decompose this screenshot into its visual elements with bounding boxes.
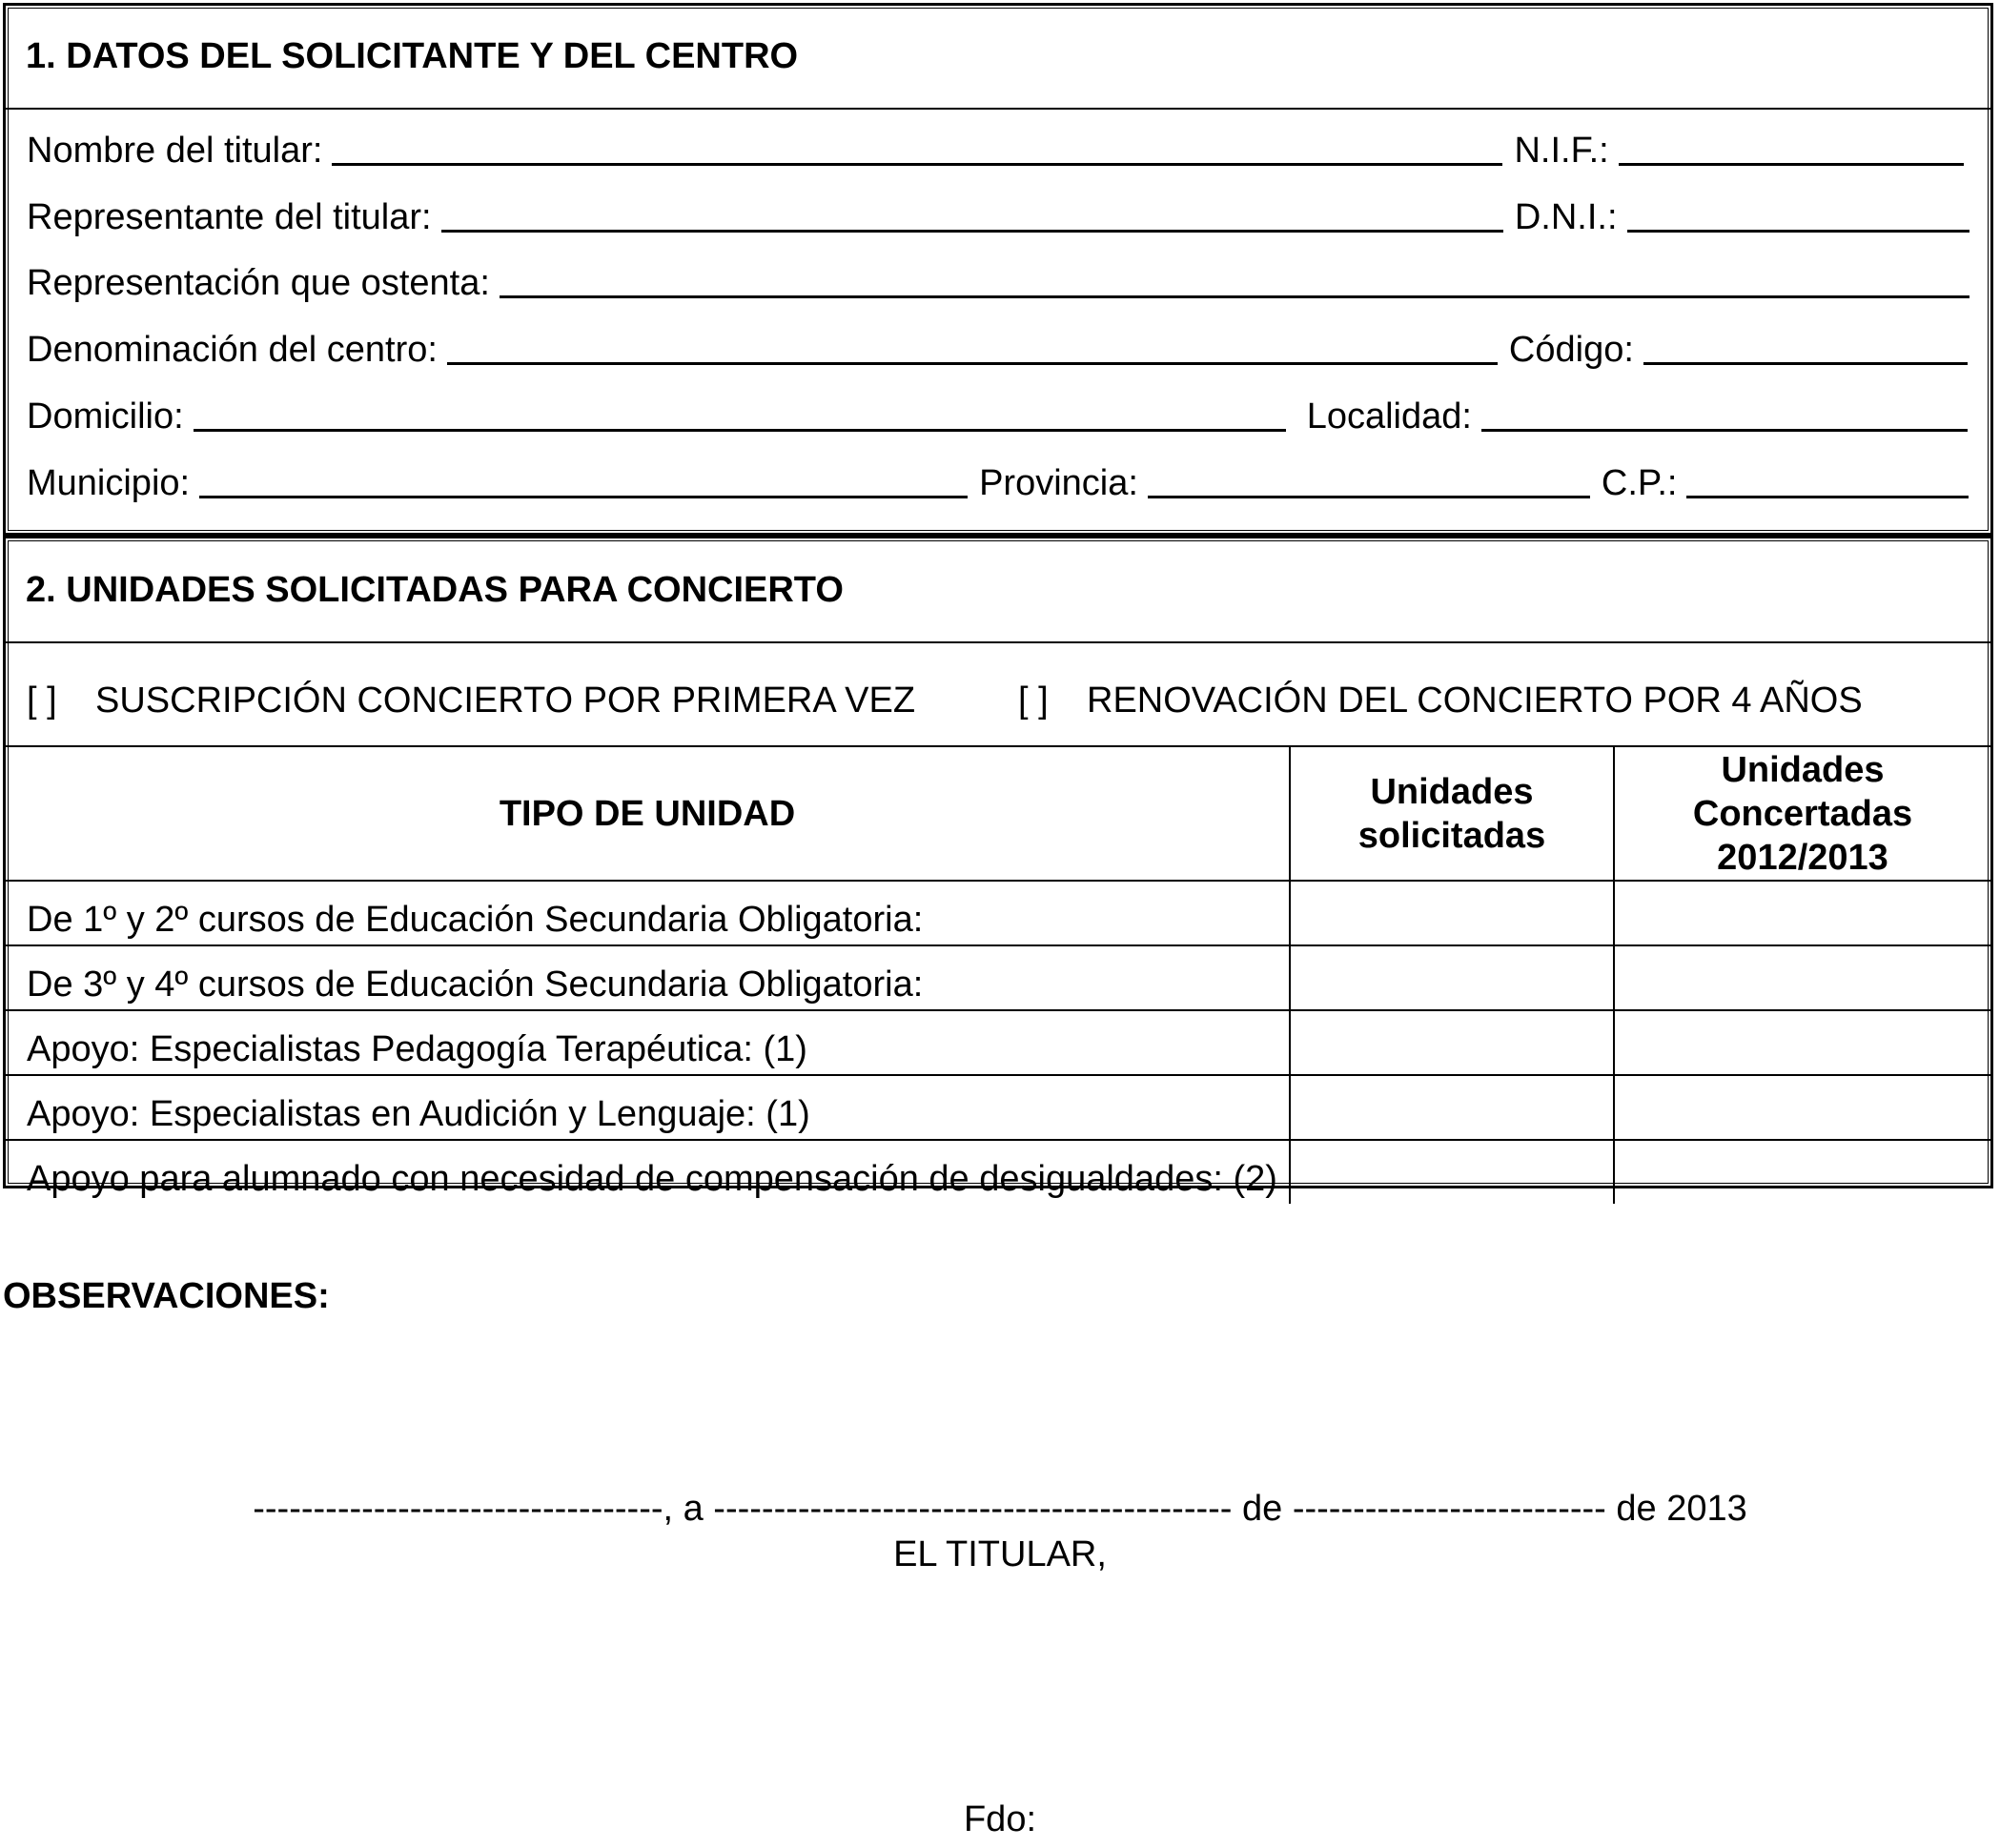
table-row xyxy=(6,945,1990,1010)
cell-solicitadas[interactable] xyxy=(1290,1140,1614,1204)
row-tipo: Apoyo: Especialistas en Audición y Lenguaje: (1) xyxy=(6,1075,1290,1140)
table-row xyxy=(6,1075,1990,1140)
header-unidades-solicitadas xyxy=(1290,746,1614,881)
header-tipo-unidad xyxy=(6,746,1290,881)
label-cp: C.P.: xyxy=(1601,463,1678,503)
section-applicant-data xyxy=(3,3,1993,536)
cell-concertadas[interactable] xyxy=(1614,1140,1990,1204)
row-tipo: Apoyo para alumnado con necesidad de compensación de desigualdades: (2) xyxy=(6,1140,1290,1204)
units-table xyxy=(6,745,1990,1204)
table-row xyxy=(6,1140,1990,1204)
row-representante-dni xyxy=(27,179,1969,238)
label-municipio: Municipio: xyxy=(27,463,191,503)
label-denominacion: Denominación del centro: xyxy=(27,330,438,370)
label-representante: Representante del titular: xyxy=(27,197,432,237)
field-dni[interactable] xyxy=(1627,192,1969,233)
checkbox-first-time[interactable]: [ ] xyxy=(27,680,57,721)
header-concertadas-line1: Unidades xyxy=(1721,749,1885,790)
section-2-title: 2. UNIDADES SOLICITADAS PARA CONCIERTO xyxy=(6,538,1990,643)
row-denominacion-codigo xyxy=(27,312,1969,371)
option-renewal-label: RENOVACIÓN DEL CONCIERTO POR 4 AÑOS xyxy=(1087,680,1863,721)
header-unidades-concertadas xyxy=(1614,746,1990,881)
fdo-label: Fdo: xyxy=(963,1799,1037,1839)
titular-label: EL TITULAR, xyxy=(893,1534,1107,1574)
field-localidad[interactable] xyxy=(1481,391,1968,432)
row-domicilio-localidad xyxy=(27,378,1969,437)
header-solicitadas-line1: Unidades xyxy=(1370,771,1534,812)
row-municipio-provincia-cp xyxy=(27,445,1969,504)
field-codigo[interactable] xyxy=(1643,324,1968,365)
label-provincia: Provincia: xyxy=(979,463,1138,503)
observaciones-label: OBSERVACIONES: xyxy=(3,1276,330,1316)
row-tipo: De 1º y 2º cursos de Educación Secundaria Obligatoria: xyxy=(6,881,1290,945)
section-units-requested xyxy=(3,536,1993,1199)
option-first-time[interactable] xyxy=(27,680,1018,721)
row-representacion xyxy=(27,245,1969,304)
label-localidad: Localidad: xyxy=(1306,396,1472,437)
cell-solicitadas[interactable] xyxy=(1290,881,1614,945)
cell-concertadas[interactable] xyxy=(1614,881,1990,945)
label-nif: N.I.F.: xyxy=(1514,131,1609,171)
concert-type-options xyxy=(27,677,1969,724)
header-solicitadas-line2: solicitadas xyxy=(1357,815,1546,856)
label-domicilio: Domicilio: xyxy=(27,396,184,437)
field-representante[interactable] xyxy=(441,192,1503,233)
label-nombre-titular: Nombre del titular: xyxy=(27,131,323,171)
cell-concertadas[interactable] xyxy=(1614,1075,1990,1140)
section-1-title: 1. DATOS DEL SOLICITANTE Y DEL CENTRO xyxy=(6,6,1990,110)
field-municipio[interactable] xyxy=(199,457,968,498)
field-denominacion[interactable] xyxy=(447,324,1498,365)
cell-concertadas[interactable] xyxy=(1614,1010,1990,1075)
checkbox-renewal[interactable]: [ ] xyxy=(1018,680,1049,721)
table-row xyxy=(6,881,1990,945)
label-representacion: Representación que ostenta: xyxy=(27,263,490,303)
cell-solicitadas[interactable] xyxy=(1290,1075,1614,1140)
units-table-header xyxy=(6,746,1990,881)
cell-solicitadas[interactable] xyxy=(1290,1010,1614,1075)
field-provincia[interactable] xyxy=(1148,457,1590,498)
row-tipo: Apoyo: Especialistas Pedagogía Terapéutica: (1) xyxy=(6,1010,1290,1075)
cell-concertadas[interactable] xyxy=(1614,945,1990,1010)
field-cp[interactable] xyxy=(1686,457,1969,498)
header-concertadas-line3: 2012/2013 xyxy=(1717,837,1888,878)
row-tipo: De 3º y 4º cursos de Educación Secundaria Obligatoria: xyxy=(6,945,1290,1010)
label-dni: D.N.I.: xyxy=(1514,197,1618,237)
option-renewal[interactable] xyxy=(1018,680,1863,721)
field-nif[interactable] xyxy=(1619,125,1964,166)
option-first-time-label: SUSCRIPCIÓN CONCIERTO POR PRIMERA VEZ xyxy=(95,680,916,721)
row-nombre-nif xyxy=(27,112,1969,172)
field-domicilio[interactable] xyxy=(194,391,1286,432)
field-representacion[interactable] xyxy=(500,257,1969,298)
header-concertadas-line2: Concertadas xyxy=(1692,793,1913,834)
label-codigo: Código: xyxy=(1508,330,1634,370)
table-row xyxy=(6,1010,1990,1075)
place-date-line: ----------------------------------, a ------------------------------------------- de -------------------------- de 2013 xyxy=(253,1489,1747,1529)
header-tipo-text: TIPO DE UNIDAD xyxy=(499,793,796,834)
cell-solicitadas[interactable] xyxy=(1290,945,1614,1010)
field-nombre-titular[interactable] xyxy=(332,125,1502,166)
